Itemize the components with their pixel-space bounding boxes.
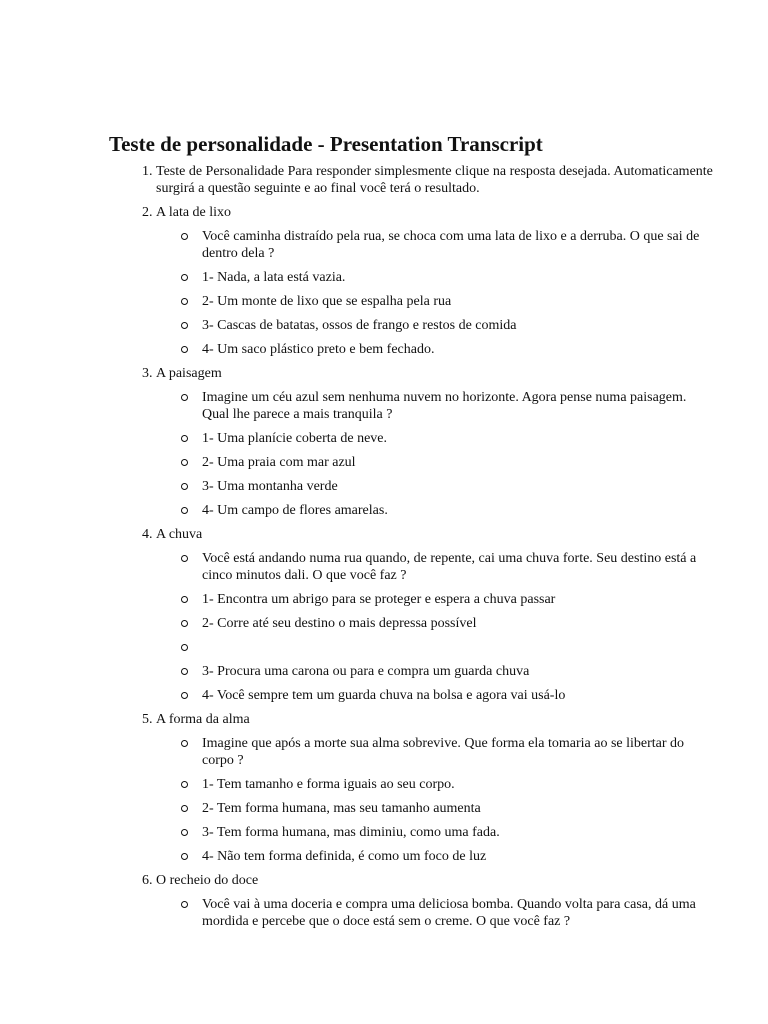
sub-list-item: 1- Uma planície coberta de neve.	[202, 430, 716, 447]
sub-list-item: 3- Tem forma humana, mas diminiu, como uma fada.	[202, 824, 716, 841]
sub-list-item: 3- Uma montanha verde	[202, 478, 716, 495]
list-item-1	[156, 163, 716, 197]
list-item-3	[156, 365, 716, 519]
item-text: 1. Teste de Personalidade Para responder simplesmente clique na resposta desejada. Automaticamente surgirá a questão seguinte e ao final você terá o resultado.	[156, 164, 713, 196]
sub-list-item: 1- Nada, a lata está vazia.	[202, 269, 716, 286]
list-item-2	[156, 204, 716, 358]
sub-list-item: 2- Uma praia com mar azul	[202, 454, 716, 471]
sub-list-item: Você está andando numa rua quando, de repente, cai uma chuva forte. Seu destino está a cinco minutos dali. O que você faz ?	[202, 550, 716, 584]
sub-list	[156, 896, 716, 930]
list-item-4	[156, 526, 716, 704]
sub-list-item: Imagine que após a morte sua alma sobrevive. Que forma ela tomaria ao se libertar do corpo ?	[202, 735, 716, 769]
sub-list-item: Você vai à uma doceria e compra uma deliciosa bomba. Quando volta para casa, dá uma mordida e percebe que o doce está sem o creme. O que você faz ?	[202, 896, 716, 930]
item-heading: 3. A paisagem	[156, 366, 222, 381]
sub-list-item: 4- Um campo de flores amarelas.	[202, 502, 716, 519]
sub-list	[156, 550, 716, 704]
item-heading: 2. A lata de lixo	[156, 205, 232, 220]
sub-list-item: 3- Cascas de batatas, ossos de frango e restos de comida	[202, 317, 716, 334]
list-item-6	[156, 872, 716, 930]
item-heading: 5. A forma da alma	[156, 712, 250, 727]
list-item-5	[156, 711, 716, 865]
sub-list-item: 3- Procura uma carona ou para e compra um guarda chuva	[202, 663, 716, 680]
sub-list-item: 2- Tem forma humana, mas seu tamanho aumenta	[202, 800, 716, 817]
item-heading: 6. O recheio do doce	[156, 873, 259, 888]
sub-list-item: Imagine um céu azul sem nenhuma nuvem no horizonte. Agora pense numa paisagem. Qual lhe parece a mais tranquila ?	[202, 389, 716, 423]
sub-list	[156, 389, 716, 519]
sub-list	[156, 735, 716, 865]
question-list	[110, 163, 716, 937]
sub-list-item: 1- Encontra um abrigo para se proteger e espera a chuva passar	[202, 591, 716, 608]
sub-list-item: Você caminha distraído pela rua, se choca com uma lata de lixo e a derruba. O que sai de dentro dela ?	[202, 228, 716, 262]
sub-list-item: 1- Tem tamanho e forma iguais ao seu corpo.	[202, 776, 716, 793]
sub-list-item-empty	[202, 639, 716, 656]
sub-list-item: 4- Um saco plástico preto e bem fechado.	[202, 341, 716, 358]
sub-list-item: 4- Você sempre tem um guarda chuva na bolsa e agora vai usá-lo	[202, 687, 716, 704]
item-heading: 4. A chuva	[156, 527, 203, 542]
sub-list	[156, 228, 716, 358]
sub-list-item: 4- Não tem forma definida, é como um foco de luz	[202, 848, 716, 865]
sub-list-item: 2- Um monte de lixo que se espalha pela rua	[202, 293, 716, 310]
sub-list-item: 2- Corre até seu destino o mais depressa possível	[202, 615, 716, 632]
page-title: Teste de personalidade - Presentation Transcript	[109, 132, 543, 156]
